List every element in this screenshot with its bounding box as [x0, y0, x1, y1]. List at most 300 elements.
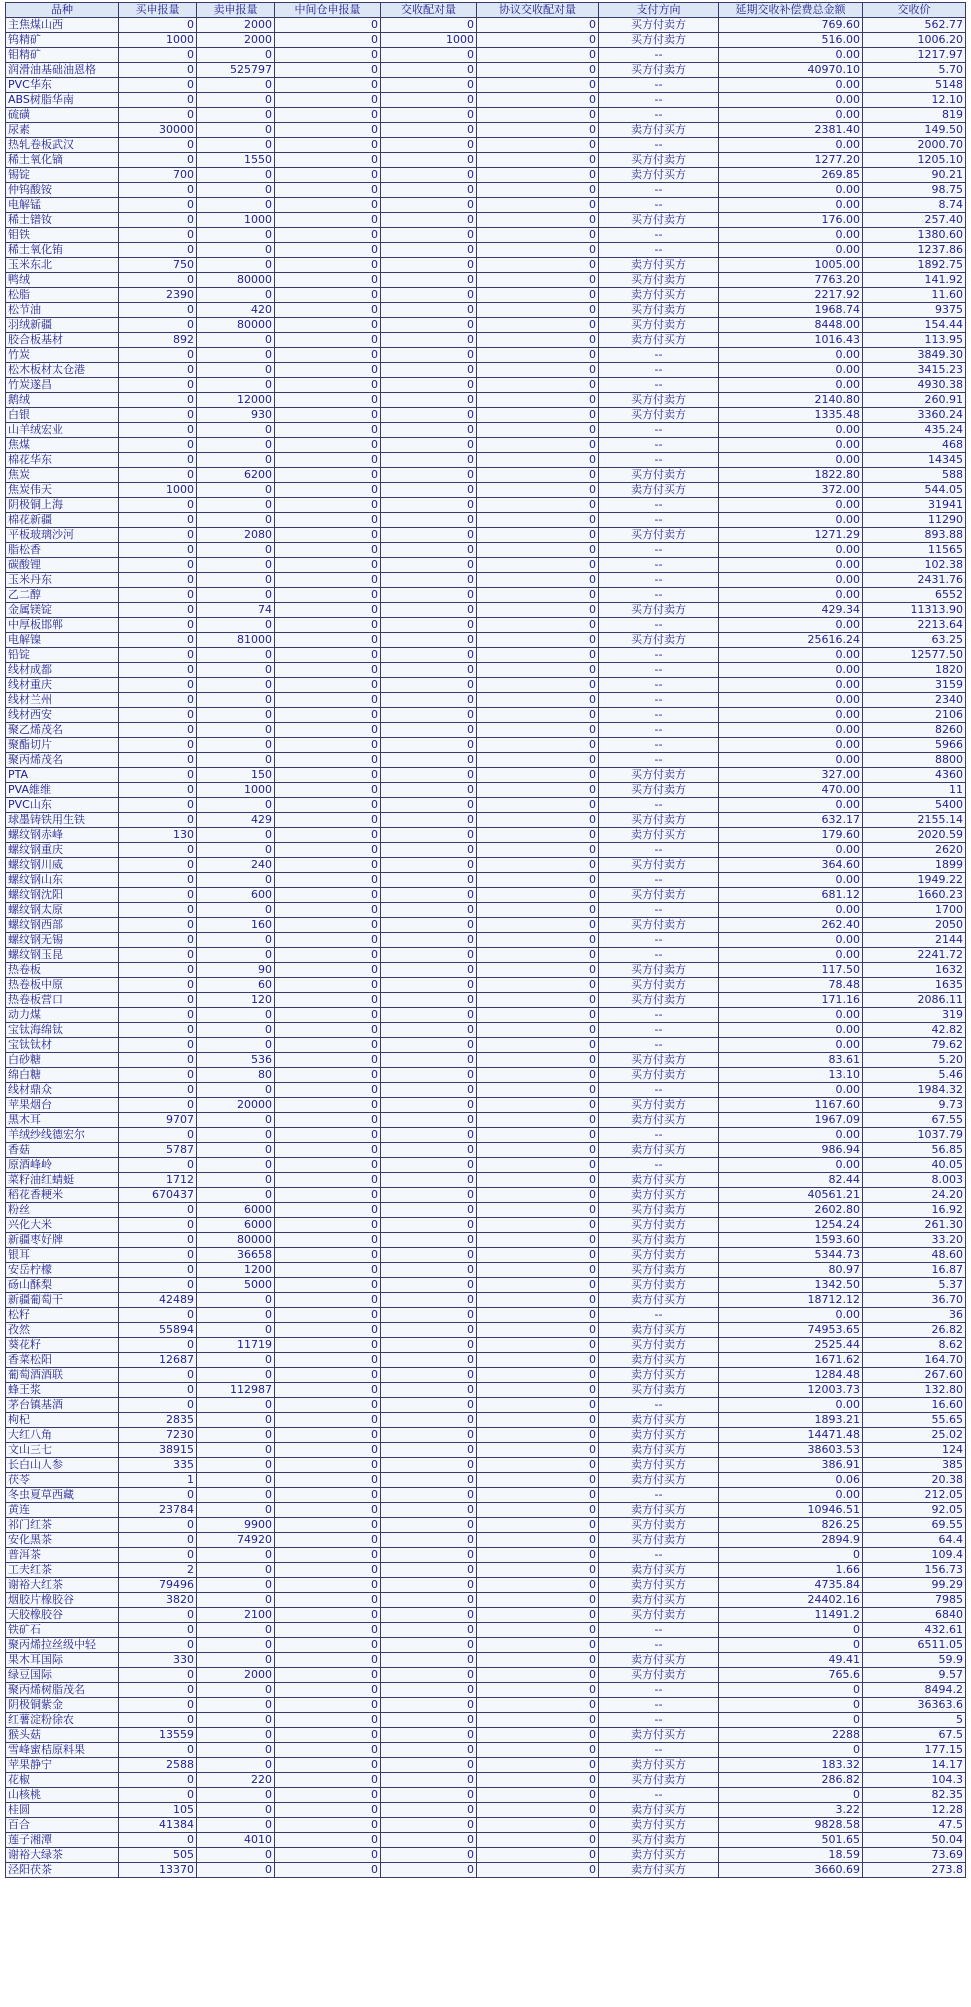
- cell-intermediate-qty: 0: [275, 903, 381, 918]
- cell-intermediate-qty: 0: [275, 693, 381, 708]
- cell-intermediate-qty: 0: [275, 78, 381, 93]
- cell-settlement-price: 8.74: [863, 198, 966, 213]
- cell-deferred-compensation-total: 0: [719, 1548, 863, 1563]
- cell-commodity: 电解镍: [6, 633, 119, 648]
- cell-matched-qty: 0: [381, 288, 477, 303]
- cell-matched-qty: 0: [381, 333, 477, 348]
- cell-agreement-matched-qty: 0: [477, 1653, 599, 1668]
- cell-deferred-compensation-total: 7763.20: [719, 273, 863, 288]
- cell-payment-direction: 买方付卖方: [599, 63, 719, 78]
- cell-matched-qty: 0: [381, 573, 477, 588]
- cell-sell-qty: 0: [197, 1713, 275, 1728]
- cell-intermediate-qty: 0: [275, 1233, 381, 1248]
- cell-settlement-price: 11565: [863, 543, 966, 558]
- cell-sell-qty: 0: [197, 1473, 275, 1488]
- cell-matched-qty: 0: [381, 378, 477, 393]
- cell-commodity: 焦炭: [6, 468, 119, 483]
- cell-sell-qty: 11719: [197, 1338, 275, 1353]
- table-row: [6, 603, 966, 618]
- cell-settlement-price: 12.28: [863, 1803, 966, 1818]
- cell-agreement-matched-qty: 0: [477, 183, 599, 198]
- cell-agreement-matched-qty: 0: [477, 513, 599, 528]
- cell-agreement-matched-qty: 0: [477, 1683, 599, 1698]
- table-row: [6, 108, 966, 123]
- cell-matched-qty: 0: [381, 513, 477, 528]
- cell-agreement-matched-qty: 0: [477, 1038, 599, 1053]
- cell-matched-qty: 0: [381, 1593, 477, 1608]
- cell-intermediate-qty: 0: [275, 1848, 381, 1863]
- cell-intermediate-qty: 0: [275, 513, 381, 528]
- cell-payment-direction: --: [599, 843, 719, 858]
- cell-sell-qty: 0: [197, 348, 275, 363]
- cell-agreement-matched-qty: 0: [477, 948, 599, 963]
- cell-intermediate-qty: 0: [275, 18, 381, 33]
- cell-buy-qty: 0: [119, 1518, 197, 1533]
- cell-intermediate-qty: 0: [275, 438, 381, 453]
- cell-sell-qty: 0: [197, 1563, 275, 1578]
- cell-payment-direction: --: [599, 753, 719, 768]
- cell-matched-qty: 0: [381, 813, 477, 828]
- cell-settlement-price: 24.20: [863, 1188, 966, 1203]
- cell-deferred-compensation-total: 262.40: [719, 918, 863, 933]
- cell-sell-qty: 6000: [197, 1218, 275, 1233]
- cell-deferred-compensation-total: 117.50: [719, 963, 863, 978]
- cell-agreement-matched-qty: 0: [477, 618, 599, 633]
- cell-matched-qty: 0: [381, 828, 477, 843]
- cell-settlement-price: 109.4: [863, 1548, 966, 1563]
- cell-settlement-price: 2213.64: [863, 618, 966, 633]
- cell-payment-direction: 卖方付买方: [599, 1728, 719, 1743]
- table-row: [6, 393, 966, 408]
- cell-payment-direction: 卖方付买方: [599, 123, 719, 138]
- cell-deferred-compensation-total: 0.00: [719, 1308, 863, 1323]
- cell-intermediate-qty: 0: [275, 753, 381, 768]
- cell-matched-qty: 0: [381, 963, 477, 978]
- table-row: [6, 1518, 966, 1533]
- cell-deferred-compensation-total: 0.06: [719, 1473, 863, 1488]
- cell-agreement-matched-qty: 0: [477, 648, 599, 663]
- cell-buy-qty: 0: [119, 393, 197, 408]
- cell-buy-qty: 79496: [119, 1578, 197, 1593]
- cell-settlement-price: 2144: [863, 933, 966, 948]
- cell-agreement-matched-qty: 0: [477, 978, 599, 993]
- cell-agreement-matched-qty: 0: [477, 1638, 599, 1653]
- table-row: [6, 423, 966, 438]
- cell-buy-qty: 1000: [119, 483, 197, 498]
- cell-settlement-price: 40.05: [863, 1158, 966, 1173]
- cell-commodity: 羽绒新疆: [6, 318, 119, 333]
- table-row: [6, 1113, 966, 1128]
- cell-settlement-price: 14345: [863, 453, 966, 468]
- cell-payment-direction: 卖方付买方: [599, 1368, 719, 1383]
- cell-buy-qty: 0: [119, 1038, 197, 1053]
- cell-deferred-compensation-total: 0.00: [719, 423, 863, 438]
- cell-settlement-price: 9.57: [863, 1668, 966, 1683]
- cell-intermediate-qty: 0: [275, 378, 381, 393]
- cell-sell-qty: 120: [197, 993, 275, 1008]
- cell-buy-qty: 0: [119, 1068, 197, 1083]
- cell-buy-qty: 0: [119, 1098, 197, 1113]
- header-intermediate-qty: 中间仓申报量: [275, 3, 381, 18]
- cell-commodity: 百合: [6, 1818, 119, 1833]
- table-row: [6, 1278, 966, 1293]
- cell-payment-direction: 卖方付买方: [599, 1818, 719, 1833]
- cell-payment-direction: --: [599, 903, 719, 918]
- cell-commodity: 山羊绒宏业: [6, 423, 119, 438]
- cell-intermediate-qty: 0: [275, 1458, 381, 1473]
- table-row: [6, 1173, 966, 1188]
- table-row: [6, 123, 966, 138]
- cell-sell-qty: 0: [197, 753, 275, 768]
- table-row: [6, 168, 966, 183]
- cell-matched-qty: 0: [381, 1353, 477, 1368]
- cell-matched-qty: 0: [381, 363, 477, 378]
- cell-agreement-matched-qty: 0: [477, 903, 599, 918]
- cell-deferred-compensation-total: 18712.12: [719, 1293, 863, 1308]
- cell-matched-qty: 0: [381, 228, 477, 243]
- cell-payment-direction: --: [599, 1638, 719, 1653]
- cell-settlement-price: 59.9: [863, 1653, 966, 1668]
- cell-settlement-price: 3360.24: [863, 408, 966, 423]
- cell-deferred-compensation-total: 0.00: [719, 1158, 863, 1173]
- cell-payment-direction: 卖方付买方: [599, 1428, 719, 1443]
- cell-sell-qty: 0: [197, 1143, 275, 1158]
- cell-buy-qty: 0: [119, 243, 197, 258]
- cell-deferred-compensation-total: 1167.60: [719, 1098, 863, 1113]
- cell-matched-qty: 0: [381, 48, 477, 63]
- table-row: [6, 1158, 966, 1173]
- cell-payment-direction: 卖方付买方: [599, 828, 719, 843]
- cell-sell-qty: 0: [197, 1728, 275, 1743]
- cell-deferred-compensation-total: 78.48: [719, 978, 863, 993]
- cell-deferred-compensation-total: 10946.51: [719, 1503, 863, 1518]
- cell-buy-qty: 13559: [119, 1728, 197, 1743]
- cell-payment-direction: --: [599, 588, 719, 603]
- cell-intermediate-qty: 0: [275, 363, 381, 378]
- cell-deferred-compensation-total: 1342.50: [719, 1278, 863, 1293]
- table-row: [6, 618, 966, 633]
- table-row: [6, 1233, 966, 1248]
- cell-intermediate-qty: 0: [275, 393, 381, 408]
- cell-intermediate-qty: 0: [275, 1113, 381, 1128]
- cell-agreement-matched-qty: 0: [477, 468, 599, 483]
- cell-settlement-price: 26.82: [863, 1323, 966, 1338]
- cell-sell-qty: 0: [197, 1698, 275, 1713]
- table-row: [6, 1788, 966, 1803]
- cell-sell-qty: 0: [197, 798, 275, 813]
- cell-buy-qty: 0: [119, 303, 197, 318]
- cell-intermediate-qty: 0: [275, 1338, 381, 1353]
- cell-payment-direction: 买方付卖方: [599, 1068, 719, 1083]
- cell-settlement-price: 8.62: [863, 1338, 966, 1353]
- cell-sell-qty: 0: [197, 558, 275, 573]
- cell-intermediate-qty: 0: [275, 708, 381, 723]
- cell-payment-direction: 卖方付买方: [599, 1653, 719, 1668]
- cell-commodity: 黄连: [6, 1503, 119, 1518]
- cell-payment-direction: --: [599, 573, 719, 588]
- cell-deferred-compensation-total: 2217.92: [719, 288, 863, 303]
- cell-agreement-matched-qty: 0: [477, 573, 599, 588]
- cell-deferred-compensation-total: 3660.69: [719, 1863, 863, 1878]
- cell-matched-qty: 0: [381, 1548, 477, 1563]
- cell-sell-qty: 240: [197, 858, 275, 873]
- cell-matched-qty: 0: [381, 543, 477, 558]
- cell-sell-qty: 6000: [197, 1203, 275, 1218]
- header-commodity: 品种: [6, 3, 119, 18]
- cell-buy-qty: 0: [119, 858, 197, 873]
- cell-buy-qty: 0: [119, 1083, 197, 1098]
- cell-deferred-compensation-total: 0.00: [719, 693, 863, 708]
- cell-agreement-matched-qty: 0: [477, 1323, 599, 1338]
- table-row: [6, 378, 966, 393]
- cell-commodity: 螺纹钢山东: [6, 873, 119, 888]
- cell-intermediate-qty: 0: [275, 318, 381, 333]
- cell-intermediate-qty: 0: [275, 468, 381, 483]
- cell-settlement-price: 69.55: [863, 1518, 966, 1533]
- cell-matched-qty: 0: [381, 258, 477, 273]
- cell-settlement-price: 16.87: [863, 1263, 966, 1278]
- cell-commodity: 砀山酥梨: [6, 1278, 119, 1293]
- cell-matched-qty: 0: [381, 1773, 477, 1788]
- cell-intermediate-qty: 0: [275, 1203, 381, 1218]
- cell-intermediate-qty: 0: [275, 1173, 381, 1188]
- cell-intermediate-qty: 0: [275, 1563, 381, 1578]
- table-row: [6, 363, 966, 378]
- cell-intermediate-qty: 0: [275, 783, 381, 798]
- cell-deferred-compensation-total: 0.00: [719, 903, 863, 918]
- cell-deferred-compensation-total: 0.00: [719, 198, 863, 213]
- cell-commodity: 苹果静宁: [6, 1758, 119, 1773]
- cell-settlement-price: 2020.59: [863, 828, 966, 843]
- cell-agreement-matched-qty: 0: [477, 498, 599, 513]
- cell-agreement-matched-qty: 0: [477, 1608, 599, 1623]
- cell-settlement-price: 1700: [863, 903, 966, 918]
- cell-matched-qty: 0: [381, 1188, 477, 1203]
- cell-agreement-matched-qty: 0: [477, 1578, 599, 1593]
- table-row: [6, 918, 966, 933]
- cell-buy-qty: 105: [119, 1803, 197, 1818]
- cell-payment-direction: 买方付卖方: [599, 1668, 719, 1683]
- cell-settlement-price: 14.17: [863, 1758, 966, 1773]
- cell-sell-qty: 12000: [197, 393, 275, 408]
- cell-intermediate-qty: 0: [275, 63, 381, 78]
- cell-sell-qty: 150: [197, 768, 275, 783]
- cell-commodity: 中厚板邯郸: [6, 618, 119, 633]
- table-row: [6, 1188, 966, 1203]
- cell-payment-direction: --: [599, 1683, 719, 1698]
- cell-deferred-compensation-total: 82.44: [719, 1173, 863, 1188]
- cell-payment-direction: 卖方付买方: [599, 1473, 719, 1488]
- cell-commodity: 葡萄酒酒联: [6, 1368, 119, 1383]
- table-row: [6, 888, 966, 903]
- cell-settlement-price: 12.10: [863, 93, 966, 108]
- cell-buy-qty: 0: [119, 1383, 197, 1398]
- cell-intermediate-qty: 0: [275, 1803, 381, 1818]
- cell-deferred-compensation-total: 0.00: [719, 513, 863, 528]
- cell-commodity: 阴极铜紫金: [6, 1698, 119, 1713]
- cell-intermediate-qty: 0: [275, 1368, 381, 1383]
- cell-buy-qty: 0: [119, 693, 197, 708]
- cell-payment-direction: 卖方付买方: [599, 1113, 719, 1128]
- cell-commodity: 蜂王浆: [6, 1383, 119, 1398]
- cell-sell-qty: 36658: [197, 1248, 275, 1263]
- cell-matched-qty: 0: [381, 888, 477, 903]
- cell-buy-qty: 0: [119, 978, 197, 993]
- cell-buy-qty: 0: [119, 1683, 197, 1698]
- cell-agreement-matched-qty: 0: [477, 1503, 599, 1518]
- cell-agreement-matched-qty: 0: [477, 168, 599, 183]
- cell-agreement-matched-qty: 0: [477, 213, 599, 228]
- cell-deferred-compensation-total: 681.12: [719, 888, 863, 903]
- cell-intermediate-qty: 0: [275, 738, 381, 753]
- cell-deferred-compensation-total: 0.00: [719, 183, 863, 198]
- cell-payment-direction: 买方付卖方: [599, 1833, 719, 1848]
- cell-agreement-matched-qty: 0: [477, 1398, 599, 1413]
- cell-buy-qty: 0: [119, 888, 197, 903]
- cell-commodity: 香菇: [6, 1143, 119, 1158]
- table-row: [6, 498, 966, 513]
- cell-intermediate-qty: 0: [275, 198, 381, 213]
- cell-matched-qty: 0: [381, 1863, 477, 1878]
- cell-sell-qty: 0: [197, 1593, 275, 1608]
- cell-settlement-price: 132.80: [863, 1383, 966, 1398]
- cell-matched-qty: 0: [381, 1563, 477, 1578]
- cell-agreement-matched-qty: 0: [477, 1098, 599, 1113]
- cell-commodity: 玉米丹东: [6, 573, 119, 588]
- cell-deferred-compensation-total: 0.00: [719, 93, 863, 108]
- table-row: [6, 1068, 966, 1083]
- cell-intermediate-qty: 0: [275, 678, 381, 693]
- cell-payment-direction: --: [599, 1548, 719, 1563]
- cell-sell-qty: 81000: [197, 633, 275, 648]
- table-row: [6, 1458, 966, 1473]
- cell-settlement-price: 55.65: [863, 1413, 966, 1428]
- cell-intermediate-qty: 0: [275, 888, 381, 903]
- table-row: [6, 933, 966, 948]
- cell-deferred-compensation-total: 1271.29: [719, 528, 863, 543]
- table-row: [6, 243, 966, 258]
- cell-sell-qty: 0: [197, 1113, 275, 1128]
- cell-payment-direction: --: [599, 558, 719, 573]
- cell-deferred-compensation-total: 0: [719, 1713, 863, 1728]
- table-row: [6, 1413, 966, 1428]
- cell-settlement-price: 11: [863, 783, 966, 798]
- table-row: [6, 753, 966, 768]
- cell-commodity: 安化黑茶: [6, 1533, 119, 1548]
- cell-settlement-price: 99.29: [863, 1578, 966, 1593]
- table-row: [6, 258, 966, 273]
- cell-payment-direction: --: [599, 738, 719, 753]
- cell-settlement-price: 16.92: [863, 1203, 966, 1218]
- cell-intermediate-qty: 0: [275, 813, 381, 828]
- cell-commodity: 铁矿石: [6, 1623, 119, 1638]
- cell-intermediate-qty: 0: [275, 1698, 381, 1713]
- cell-buy-qty: 0: [119, 903, 197, 918]
- cell-deferred-compensation-total: 2602.80: [719, 1203, 863, 1218]
- cell-commodity: 茅台镇基酒: [6, 1398, 119, 1413]
- cell-agreement-matched-qty: 0: [477, 753, 599, 768]
- cell-agreement-matched-qty: 0: [477, 1488, 599, 1503]
- cell-payment-direction: --: [599, 1623, 719, 1638]
- cell-deferred-compensation-total: 1254.24: [719, 1218, 863, 1233]
- cell-deferred-compensation-total: 1593.60: [719, 1233, 863, 1248]
- cell-buy-qty: 0: [119, 423, 197, 438]
- cell-buy-qty: 0: [119, 963, 197, 978]
- cell-matched-qty: 0: [381, 1113, 477, 1128]
- cell-intermediate-qty: 0: [275, 228, 381, 243]
- cell-sell-qty: 0: [197, 663, 275, 678]
- cell-payment-direction: --: [599, 348, 719, 363]
- cell-intermediate-qty: 0: [275, 1218, 381, 1233]
- cell-matched-qty: 0: [381, 198, 477, 213]
- cell-agreement-matched-qty: 0: [477, 243, 599, 258]
- cell-matched-qty: 0: [381, 858, 477, 873]
- cell-deferred-compensation-total: 0.00: [719, 378, 863, 393]
- cell-matched-qty: 0: [381, 1818, 477, 1833]
- cell-commodity: 祁门红茶: [6, 1518, 119, 1533]
- cell-sell-qty: 0: [197, 288, 275, 303]
- table-row: [6, 528, 966, 543]
- cell-commodity: 白砂糖: [6, 1053, 119, 1068]
- cell-agreement-matched-qty: 0: [477, 1203, 599, 1218]
- cell-buy-qty: 1000: [119, 33, 197, 48]
- cell-commodity: 安岳柠檬: [6, 1263, 119, 1278]
- cell-commodity: 碳酸锂: [6, 558, 119, 573]
- cell-settlement-price: 1217.97: [863, 48, 966, 63]
- cell-payment-direction: --: [599, 1398, 719, 1413]
- cell-intermediate-qty: 0: [275, 1743, 381, 1758]
- cell-commodity: 绿豆国际: [6, 1668, 119, 1683]
- cell-deferred-compensation-total: 1822.80: [719, 468, 863, 483]
- cell-sell-qty: 0: [197, 1398, 275, 1413]
- cell-deferred-compensation-total: 0.00: [719, 108, 863, 123]
- cell-deferred-compensation-total: 0.00: [719, 738, 863, 753]
- cell-deferred-compensation-total: 516.00: [719, 33, 863, 48]
- table-row: [6, 513, 966, 528]
- cell-intermediate-qty: 0: [275, 918, 381, 933]
- cell-payment-direction: --: [599, 1308, 719, 1323]
- cell-payment-direction: --: [599, 693, 719, 708]
- cell-payment-direction: --: [599, 438, 719, 453]
- cell-settlement-price: 4360: [863, 768, 966, 783]
- cell-payment-direction: 买方付卖方: [599, 1203, 719, 1218]
- cell-commodity: 螺纹钢太原: [6, 903, 119, 918]
- cell-intermediate-qty: 0: [275, 1488, 381, 1503]
- cell-commodity: 棉花新疆: [6, 513, 119, 528]
- cell-payment-direction: 买方付卖方: [599, 408, 719, 423]
- cell-deferred-compensation-total: 769.60: [719, 18, 863, 33]
- cell-payment-direction: 买方付卖方: [599, 1518, 719, 1533]
- cell-matched-qty: 0: [381, 558, 477, 573]
- cell-intermediate-qty: 0: [275, 1818, 381, 1833]
- cell-deferred-compensation-total: 13.10: [719, 1068, 863, 1083]
- cell-deferred-compensation-total: 1016.43: [719, 333, 863, 348]
- cell-commodity: 猴头菇: [6, 1728, 119, 1743]
- table-row: [6, 678, 966, 693]
- table-row: [6, 1773, 966, 1788]
- cell-intermediate-qty: 0: [275, 1008, 381, 1023]
- cell-buy-qty: 5787: [119, 1143, 197, 1158]
- cell-deferred-compensation-total: 40561.21: [719, 1188, 863, 1203]
- cell-matched-qty: 0: [381, 1803, 477, 1818]
- cell-buy-qty: 0: [119, 1833, 197, 1848]
- cell-deferred-compensation-total: 372.00: [719, 483, 863, 498]
- settlement-table: [5, 2, 966, 1878]
- cell-payment-direction: --: [599, 1698, 719, 1713]
- cell-deferred-compensation-total: 0.00: [719, 78, 863, 93]
- cell-buy-qty: 0: [119, 573, 197, 588]
- cell-sell-qty: 0: [197, 123, 275, 138]
